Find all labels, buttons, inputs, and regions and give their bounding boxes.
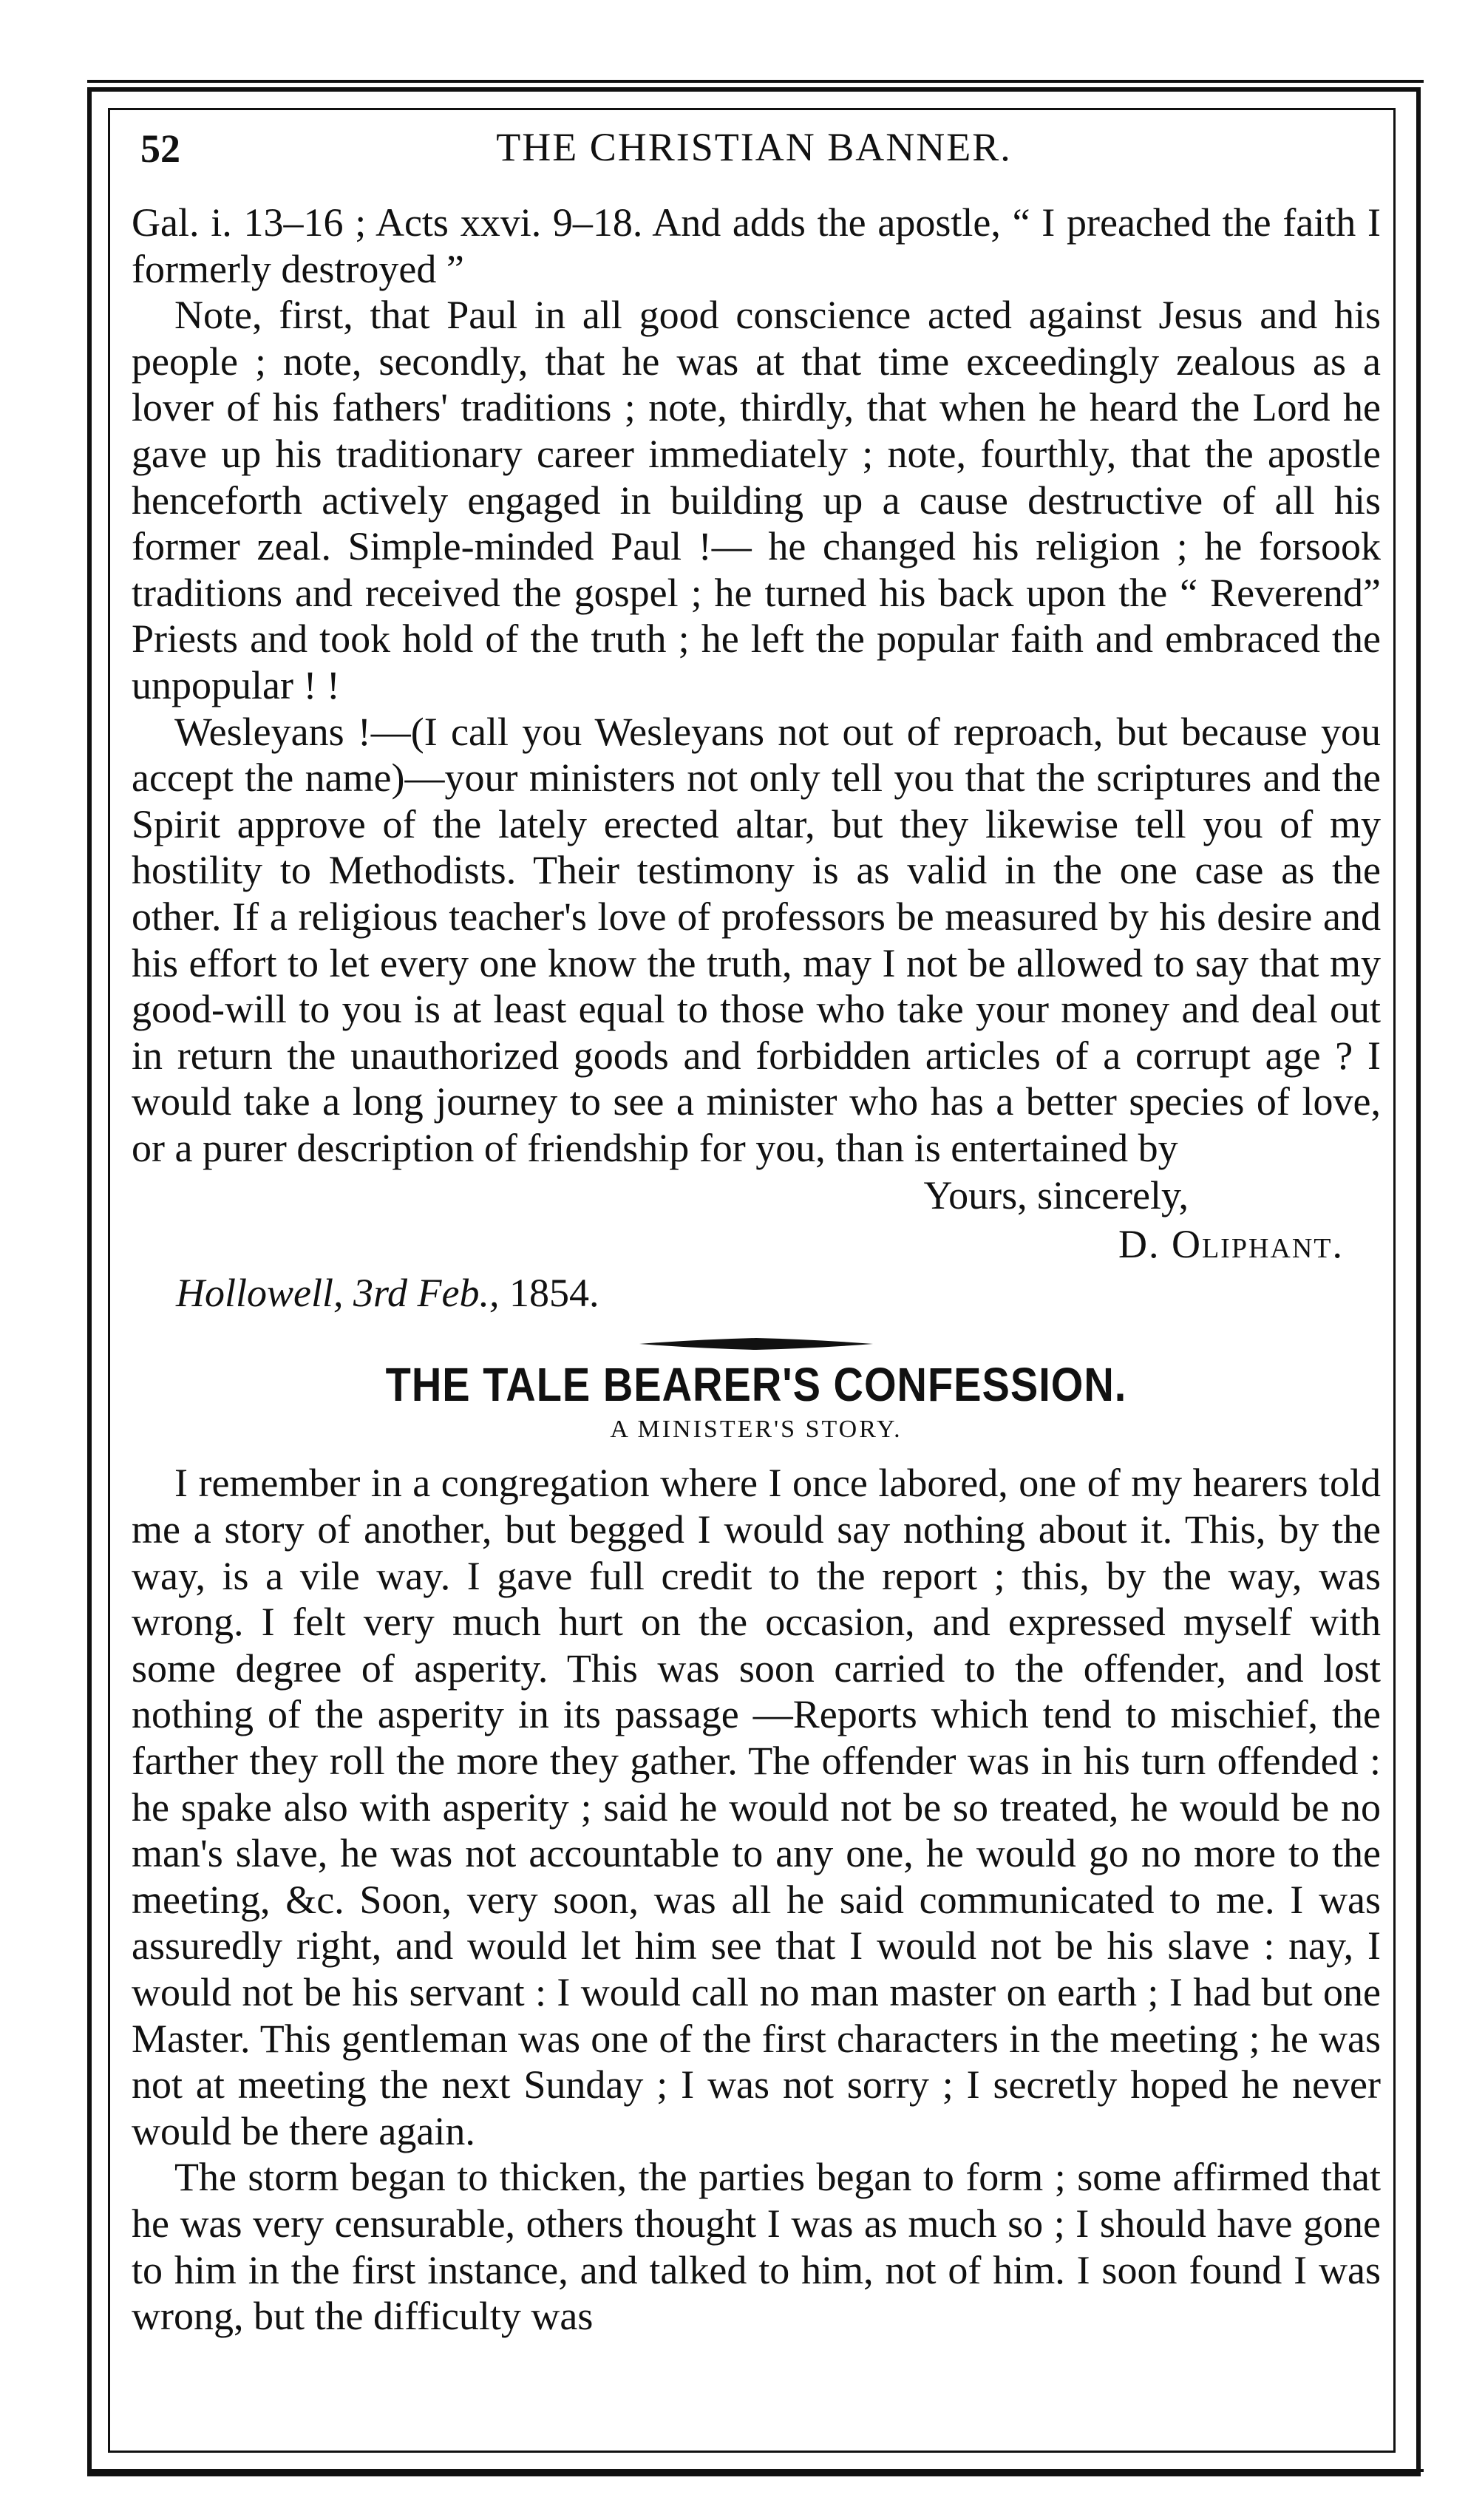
oliphant-letter [132,200,1381,1317]
letter-signoff: Yours, sincerely, [923,1173,1189,1218]
tale-bearer-article [132,1357,1381,2339]
article-title: THE TALE BEARER'S CONFESSION. [385,1357,1127,1412]
letter-dateline [176,1269,1381,1317]
page-header [126,118,1382,185]
letter-signature: D. Oliphant. [1118,1222,1344,1267]
section-divider-ornament [638,1335,874,1353]
letter-paragraph-3: Wesleyans !—(I call you Wesleyans not out of reproach, but because you accept the name)—your ministers not only tell you that the scriptures and the Spirit approve of the lately erected altar, but they likewise tell you of my hostility to Methodists. Their testimony is as valid in the one case as the other. If a religious teacher's love of professors be measured by his desire and his effort to let every one know the truth, may I not be allowed to say that my good-will to you is at least equal to those who take your money and deal out in return the unauthorized goods and forbidden articles of a corrupt age ? I would take a long journey to see a minister who has a better species of love, or a purer description of friendship for you, than is entertained by [132,709,1381,1170]
article-paragraph-1: I remember in a congregation where I once labored, one of my hearers told me a story of another, but begged I would say nothing about it. This, by the way, is a vile way. I gave full credit to the report ; this, by the way, was wrong. I felt very much hurt on the occasion, and expressed myself with some degree of asperity. This was soon carried to the offender, and lost nothing of the asperity in its passage —Reports which tend to mischief, the farther they roll the more they gather. The offender was in his turn offended : he spake also with asperity ; said he would not be so treated, he would be no man's slave, he was not accountable to any one, he would go no more to the meeting, &c. Soon, very soon, was all he said communicated to me. I was assuredly right, and would let him see that I would not be his slave : nay, I would not be his servant : I would call no man master on earth ; I had but one Master. This gentleman was one of the first characters in the meeting ; he was not at meeting the next Sunday ; I was not sorry ; I secretly hoped he never would be there again. [132,1461,1381,2153]
article-subtitle: A MINISTER'S STORY. [610,1416,903,1444]
letter-paragraph-1: Gal. i. 13–16 ; Acts xxvi. 9–18. And adds the apostle, “ I preached the faith I formerly destroyed ” [132,200,1381,291]
bottom-border-rule [87,2469,1424,2472]
dateline-year: 1854. [509,1271,599,1316]
running-head: THE CHRISTIAN BANNER. [496,125,1012,169]
dateline-place-date: Hollowell, 3rd Feb., [176,1271,500,1316]
page-content [132,200,1381,2340]
letter-paragraph-2: Note, first, that Paul in all good conscience acted against Jesus and his people ; note, secondly, that he was at that time exceedingly zealous as a lover of his fathers' traditions ; note, thirdly, that when he heard the Lord he gave up his traditionary career immediately ; note, fourthly, that the apostle henceforth actively engaged in building up a cause destructive of all his former zeal. Simple-minded Paul !— he changed his religion ; he forsook traditions and received the gospel ; he turned his back upon the “ Reverend” Priests and took hold of the truth ; he left the popular faith and embraced the unpopular ! ! [132,293,1381,707]
article-paragraph-2: The storm began to thicken, the parties began to form ; some affirmed that he was very censurable, others thought I was as much so ; I should have gone to him in the first instance, and talked to him, not of him. I soon found I was wrong, but the difficulty was [132,2155,1381,2339]
page-number: 52 [140,126,180,171]
top-border-rule [87,80,1424,83]
